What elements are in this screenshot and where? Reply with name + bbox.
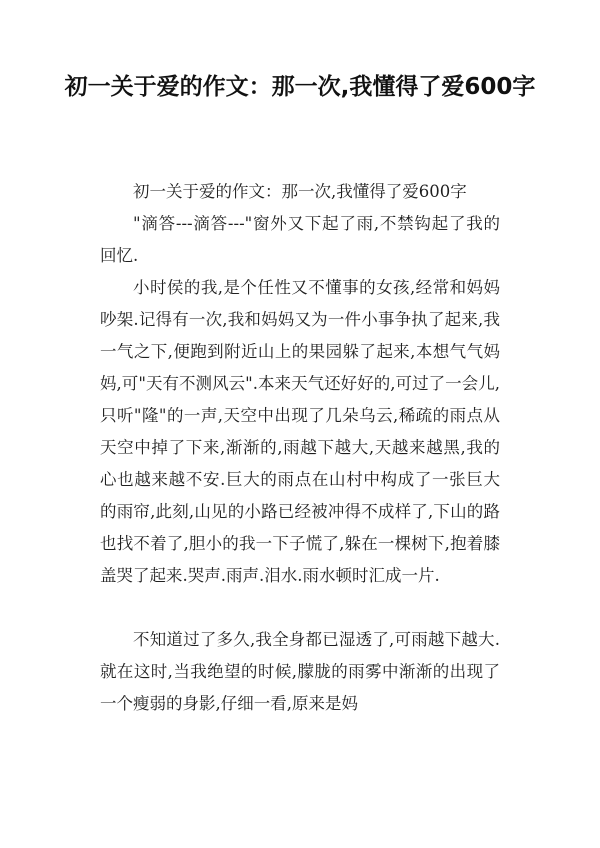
paragraph-rain: "滴答---滴答---"窗外又下起了雨,不禁钩起了我的回忆.: [100, 214, 500, 265]
paragraph-mother: 不知道过了多久,我全身都已湿透了,可雨越下越大.就在这时,当我绝望的时候,朦胧的雨雾中渐渐的出现了一个瘦弱的身影,仔细一看,原来是妈: [100, 630, 500, 713]
paragraph-intro: 初一关于爱的作文：那一次,我懂得了爱600字: [133, 182, 467, 201]
paragraph-childhood: 小时侯的我,是个任性又不懂事的女孩,经常和妈妈吵架.记得有一次,我和妈妈又为一件小事争执了起来,我一气之下,便跑到附近山上的果园躲了起来,本想气气妈妈,可"天有不测风云".本来天气还好好的,可过了一会儿,只听"隆"的一声,天空中出现了几朵乌云,稀疏的雨点从天空中掉了下来,渐渐的,雨越下越大,天越来越黑,我的心也越来越不安.巨大的雨点在山村中构成了一张巨大的雨帘,此刻,山见的小路已经被冲得不成样了,下山的路也找不着了,胆小的我一下子慌了,躲在一棵树下,抱着膝盖哭了起来.哭声.雨声.泪水.雨水顿时汇成一片.: [100, 278, 500, 585]
article-body: [100, 176, 500, 720]
document-title: 初一关于爱的作文：那一次,我懂得了爱600字: [64, 74, 536, 100]
